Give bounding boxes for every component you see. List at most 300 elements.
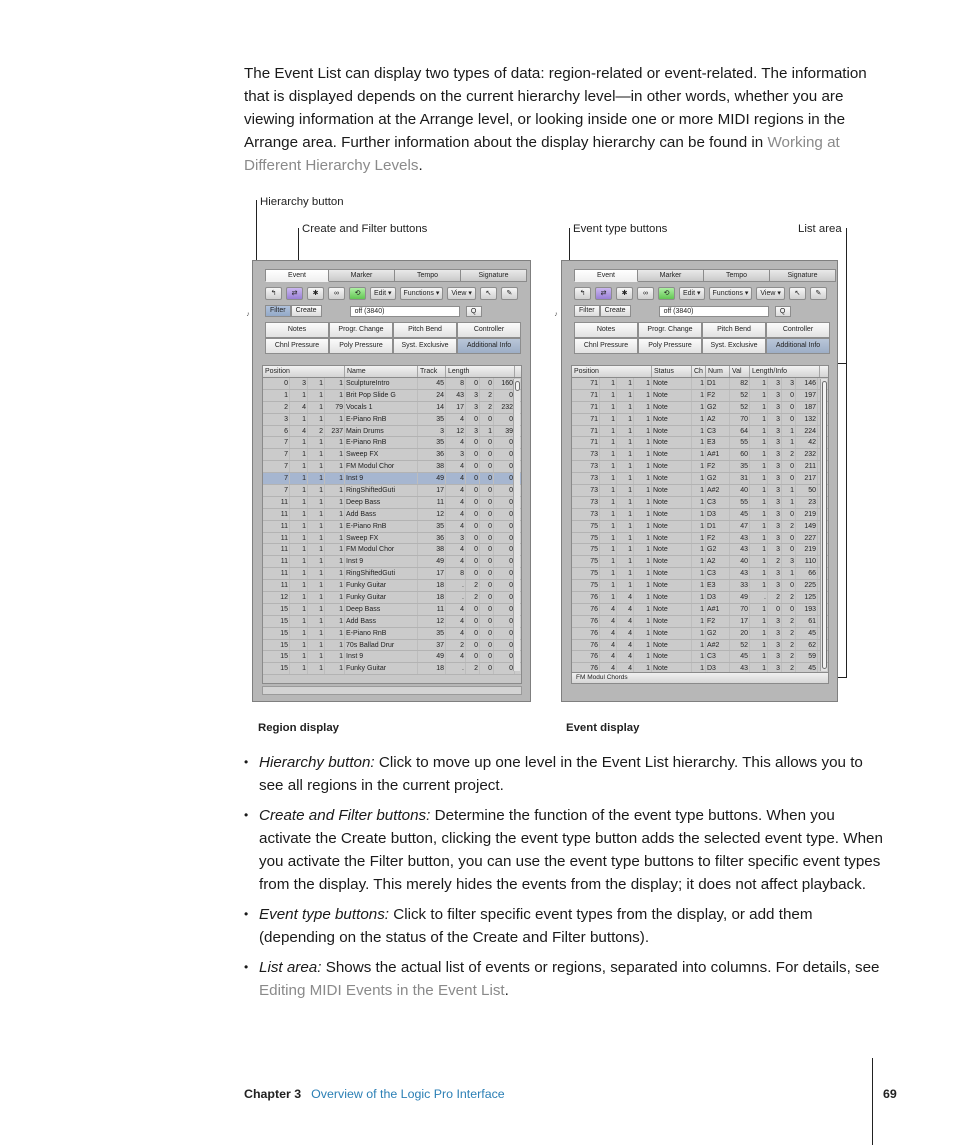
event-cell: 43	[730, 663, 750, 674]
region-cell: 0	[466, 544, 480, 555]
bullet-dot: •	[244, 907, 249, 921]
region-cell: Inst 9	[345, 651, 418, 662]
region-row[interactable]	[263, 663, 521, 675]
region-cell: 1	[290, 533, 308, 544]
region-cell: 1	[308, 628, 325, 639]
col-position[interactable]: Position	[263, 366, 345, 377]
region-row[interactable]	[263, 414, 521, 426]
event-list-header	[572, 366, 828, 378]
event-cell: 2	[768, 592, 782, 603]
bullet-event-type	[244, 903, 884, 949]
event-row[interactable]	[572, 509, 828, 521]
event-cell: 1	[600, 533, 617, 544]
region-cell: 15	[263, 651, 290, 662]
region-rows	[263, 378, 521, 675]
region-cell: 1	[325, 473, 345, 484]
footer-divider	[872, 1058, 873, 1145]
event-cell: 52	[730, 402, 750, 413]
region-filter-row	[265, 305, 482, 317]
bullet-create-filter	[244, 804, 884, 896]
catch-button[interactable]	[658, 287, 675, 300]
region-row[interactable]	[263, 580, 521, 592]
event-cell: 3	[768, 580, 782, 591]
event-row[interactable]	[572, 461, 828, 473]
region-cell: 0	[494, 604, 515, 615]
hierarchy-levels-link[interactable]: Working at Different Hierarchy Levels	[244, 134, 840, 174]
event-list-area[interactable]	[571, 365, 829, 684]
hierarchy-up-icon: ↰	[270, 289, 277, 297]
region-row[interactable]	[263, 544, 521, 556]
event-cell: 76	[572, 628, 600, 639]
region-cell: 4	[446, 556, 466, 567]
functions-menu[interactable]: Functions ▾	[400, 287, 444, 300]
region-cell: 0	[466, 616, 480, 627]
event-cell: 1	[692, 449, 706, 460]
channel-pressure-button[interactable]: Chnl Pressure	[574, 338, 638, 354]
region-row[interactable]	[263, 533, 521, 545]
event-cell: 1	[617, 521, 634, 532]
region-cell: 37	[418, 640, 446, 651]
catch-button[interactable]	[349, 287, 366, 300]
tab-event[interactable]: Event	[574, 269, 638, 282]
event-row[interactable]	[572, 449, 828, 461]
region-row[interactable]	[263, 640, 521, 652]
view-menu-label: View	[451, 289, 467, 297]
event-cell: Note	[652, 628, 692, 639]
region-row[interactable]	[263, 390, 521, 402]
region-cell: 0	[494, 544, 515, 555]
region-cell: 1	[290, 473, 308, 484]
tab-signature[interactable]: Signature	[770, 269, 836, 282]
event-cell: 1	[692, 592, 706, 603]
tab-marker[interactable]: Marker	[638, 269, 704, 282]
col-name[interactable]: Name	[345, 366, 418, 377]
poly-pressure-button[interactable]: Poly Pressure	[638, 338, 702, 354]
event-row[interactable]	[572, 497, 828, 509]
sysex-button[interactable]: Syst. Exclusive	[702, 338, 766, 354]
region-cell: 1	[263, 390, 290, 401]
event-cell: 1	[634, 509, 652, 520]
chapter-label: Chapter 3	[244, 1087, 302, 1101]
col-num[interactable]: Num	[706, 366, 730, 377]
view-menu[interactable]: View ▾	[447, 287, 476, 300]
event-row[interactable]	[572, 556, 828, 568]
region-cell: 1	[325, 461, 345, 472]
functions-menu-label: Functions	[403, 289, 434, 297]
event-cell: 2	[782, 628, 796, 639]
region-row[interactable]	[263, 509, 521, 521]
event-cell: 76	[572, 604, 600, 615]
region-cell: 4	[446, 497, 466, 508]
region-cell: SculptureIntro	[345, 378, 418, 389]
callout-event-type-buttons: Event type buttons	[573, 223, 668, 235]
midi-out-icon: ⇄	[600, 289, 607, 297]
region-cell: 0	[494, 449, 515, 460]
region-cell: 3	[446, 449, 466, 460]
region-row[interactable]	[263, 568, 521, 580]
event-cell: 31	[730, 473, 750, 484]
filter-button[interactable]: Filter	[574, 305, 600, 317]
event-cell: A2	[706, 556, 730, 567]
event-cell: 0	[768, 604, 782, 615]
event-cell: 1	[617, 437, 634, 448]
region-cell: 1	[308, 651, 325, 662]
region-cell: 45	[418, 378, 446, 389]
event-cell: Note	[652, 640, 692, 651]
event-cell: 66	[796, 568, 818, 579]
event-cell: 1	[634, 640, 652, 651]
region-cell: 0	[494, 390, 515, 401]
event-cell: 1	[600, 402, 617, 413]
col-val[interactable]: Val	[730, 366, 750, 377]
region-cell: 7	[263, 461, 290, 472]
region-cell: 0	[494, 568, 515, 579]
region-row[interactable]	[263, 604, 521, 616]
region-cell: 0	[480, 616, 494, 627]
event-row[interactable]	[572, 592, 828, 604]
event-row[interactable]	[572, 651, 828, 663]
event-cell: F2	[706, 461, 730, 472]
callout-tick-list-bottom	[838, 677, 847, 678]
sysex-button[interactable]: Syst. Exclusive	[393, 338, 457, 354]
notes-button[interactable]: Notes	[574, 322, 638, 338]
view-menu[interactable]: View ▾	[756, 287, 785, 300]
event-cell: 4	[600, 663, 617, 674]
region-cell: 1	[308, 449, 325, 460]
program-change-button[interactable]: Progr. Change	[638, 322, 702, 338]
bullet-text: Shows the actual list of events or regions, separated into columns. For details, see	[321, 959, 880, 976]
event-row[interactable]	[572, 485, 828, 497]
event-cell: 1	[617, 556, 634, 567]
region-cell: 160	[494, 378, 515, 389]
region-cell: 0	[480, 544, 494, 555]
link-button[interactable]	[637, 287, 654, 300]
pitch-bend-button[interactable]: Pitch Bend	[702, 322, 766, 338]
region-cell: 1	[308, 580, 325, 591]
region-cell: 2	[480, 402, 494, 413]
event-cell: 1	[617, 533, 634, 544]
region-row[interactable]	[263, 497, 521, 509]
event-row[interactable]	[572, 521, 828, 533]
hierarchy-button[interactable]	[265, 287, 282, 300]
region-row[interactable]	[263, 485, 521, 497]
region-cell: 1	[290, 390, 308, 401]
event-row[interactable]	[572, 533, 828, 545]
event-row[interactable]	[572, 390, 828, 402]
region-cell: 2	[466, 592, 480, 603]
event-cell: 1	[600, 485, 617, 496]
pointer-tool[interactable]	[480, 287, 497, 300]
event-scroll-thumb[interactable]	[822, 381, 827, 669]
bullet-dot: •	[244, 755, 249, 769]
event-cell: 1	[750, 533, 768, 544]
event-cell: A2	[706, 414, 730, 425]
event-cell: 3	[782, 556, 796, 567]
quantize-dropdown[interactable]: off (3840)	[659, 306, 769, 317]
event-display-window	[561, 260, 838, 702]
region-row[interactable]	[263, 437, 521, 449]
solo-button[interactable]	[307, 287, 324, 300]
tab-event[interactable]: Event	[265, 269, 329, 282]
event-cell: Note	[652, 592, 692, 603]
event-cell: G2	[706, 628, 730, 639]
event-cell: Note	[652, 402, 692, 413]
event-cell: F2	[706, 390, 730, 401]
region-cell: 4	[446, 437, 466, 448]
chapter-title-link[interactable]: Overview of the Logic Pro Interface	[311, 1087, 505, 1101]
region-cell: 1	[325, 568, 345, 579]
event-row[interactable]	[572, 640, 828, 652]
region-cell: 11	[418, 497, 446, 508]
event-row[interactable]	[572, 604, 828, 616]
region-row[interactable]	[263, 628, 521, 640]
midi-out-button[interactable]	[286, 287, 303, 300]
region-cell: 11	[263, 580, 290, 591]
region-cell: 1	[325, 604, 345, 615]
event-cell: 1	[600, 521, 617, 532]
region-cell: Deep Bass	[345, 604, 418, 615]
create-button[interactable]: Create	[291, 305, 322, 317]
region-row[interactable]	[263, 651, 521, 663]
event-cell: 55	[730, 497, 750, 508]
region-cell: 35	[418, 521, 446, 532]
region-cell: 1	[308, 473, 325, 484]
event-cell: 1	[750, 473, 768, 484]
event-cell: 1	[750, 521, 768, 532]
pencil-tool[interactable]	[810, 287, 827, 300]
event-cell: 3	[768, 390, 782, 401]
channel-pressure-button[interactable]: Chnl Pressure	[265, 338, 329, 354]
region-cell: 43	[446, 390, 466, 401]
event-cell: 1	[692, 568, 706, 579]
link-button[interactable]	[328, 287, 345, 300]
region-cell: 1	[290, 461, 308, 472]
event-cell: 3	[768, 426, 782, 437]
program-change-button[interactable]: Progr. Change	[329, 322, 393, 338]
col-position[interactable]: Position	[572, 366, 652, 377]
create-filter-segment	[574, 305, 631, 317]
region-row[interactable]	[263, 378, 521, 390]
event-scrollbar[interactable]	[820, 379, 827, 671]
region-bottom-bar	[262, 686, 522, 695]
notes-button[interactable]: Notes	[265, 322, 329, 338]
q-button[interactable]: Q	[466, 306, 482, 317]
functions-menu-label: Functions	[712, 289, 743, 297]
event-cell: 71	[572, 437, 600, 448]
event-cell: 187	[796, 402, 818, 413]
region-cell: 1	[325, 497, 345, 508]
region-cell: 49	[418, 473, 446, 484]
tab-tempo[interactable]: Tempo	[704, 269, 770, 282]
edit-menu[interactable]: Edit ▾	[370, 287, 396, 300]
region-cell: 1	[290, 509, 308, 520]
region-cell: 1	[308, 509, 325, 520]
solo-button[interactable]	[616, 287, 633, 300]
link-icon: ∞	[643, 289, 648, 297]
region-cell: 1	[308, 402, 325, 413]
event-row[interactable]	[572, 378, 828, 390]
region-cell: 0	[480, 449, 494, 460]
filter-button[interactable]: Filter	[265, 305, 291, 317]
region-cell: 0	[466, 414, 480, 425]
event-cell: 50	[796, 485, 818, 496]
event-row[interactable]	[572, 616, 828, 628]
region-cell: 0	[480, 556, 494, 567]
region-scrollbar[interactable]	[513, 379, 520, 671]
event-cell: 1	[692, 556, 706, 567]
pitch-bend-button[interactable]: Pitch Bend	[393, 322, 457, 338]
region-cell: 0	[494, 628, 515, 639]
region-cell: FM Modul Chor	[345, 544, 418, 555]
region-cell: 0	[480, 485, 494, 496]
event-cell: 1	[692, 640, 706, 651]
additional-info-button[interactable]: Additional Info	[457, 338, 521, 354]
poly-pressure-button[interactable]: Poly Pressure	[329, 338, 393, 354]
event-row[interactable]	[572, 437, 828, 449]
event-cell: Note	[652, 485, 692, 496]
region-row[interactable]	[263, 473, 521, 485]
q-button[interactable]: Q	[775, 306, 791, 317]
region-cell: 4	[290, 426, 308, 437]
event-cell: 2	[782, 651, 796, 662]
region-cell: 18	[418, 580, 446, 591]
tab-signature[interactable]: Signature	[461, 269, 527, 282]
col-length[interactable]: Length	[446, 366, 515, 377]
edit-menu-label: Edit	[374, 289, 387, 297]
region-cell: 1	[290, 640, 308, 651]
event-cell: 1	[750, 663, 768, 674]
event-cell: 1	[750, 651, 768, 662]
event-row[interactable]	[572, 426, 828, 438]
event-cell: 75	[572, 568, 600, 579]
event-cell: D1	[706, 378, 730, 389]
quantize-dropdown[interactable]: off (3840)	[350, 306, 460, 317]
functions-menu[interactable]: Functions ▾	[709, 287, 753, 300]
event-cell: 73	[572, 473, 600, 484]
region-cell: 0	[480, 604, 494, 615]
region-cell: 1	[290, 568, 308, 579]
region-row[interactable]	[263, 426, 521, 438]
event-cell: 0	[782, 473, 796, 484]
region-cell: 0	[466, 485, 480, 496]
event-cell: 1	[600, 556, 617, 567]
region-cell: 0	[480, 414, 494, 425]
event-cell: 1	[782, 568, 796, 579]
region-cell: 1	[325, 556, 345, 567]
region-cell: 1	[325, 580, 345, 591]
event-event-type-buttons	[574, 322, 830, 354]
region-list-area[interactable]	[262, 365, 522, 684]
midi-out-button[interactable]	[595, 287, 612, 300]
additional-info-button[interactable]: Additional Info	[766, 338, 830, 354]
event-cell: Note	[652, 497, 692, 508]
col-status[interactable]: Status	[652, 366, 692, 377]
event-row[interactable]	[572, 544, 828, 556]
event-cell: 1	[750, 414, 768, 425]
hierarchy-button[interactable]	[574, 287, 591, 300]
event-cell: 4	[617, 604, 634, 615]
tab-marker[interactable]: Marker	[329, 269, 395, 282]
region-cell: Inst 9	[345, 556, 418, 567]
event-cell: 197	[796, 390, 818, 401]
region-cell: 0	[480, 580, 494, 591]
region-cell: 0	[480, 461, 494, 472]
event-cell: 227	[796, 533, 818, 544]
event-cell: 1	[750, 616, 768, 627]
event-cell: Note	[652, 473, 692, 484]
region-row[interactable]	[263, 556, 521, 568]
region-row[interactable]	[263, 461, 521, 473]
editing-midi-events-link[interactable]: Editing MIDI Events in the Event List	[259, 982, 505, 999]
event-cell: 1	[617, 414, 634, 425]
region-row[interactable]	[263, 402, 521, 414]
event-cell: 71	[572, 378, 600, 389]
controller-button[interactable]: Controller	[766, 322, 830, 338]
region-cell: 11	[418, 604, 446, 615]
event-cell: 0	[782, 580, 796, 591]
controller-button[interactable]: Controller	[457, 322, 521, 338]
event-cell: 1	[750, 568, 768, 579]
edit-menu[interactable]: Edit ▾	[679, 287, 705, 300]
pencil-tool[interactable]	[501, 287, 518, 300]
col-track[interactable]: Track	[418, 366, 446, 377]
event-row[interactable]	[572, 568, 828, 580]
region-display-window	[252, 260, 531, 702]
region-cell: 0	[480, 628, 494, 639]
region-row[interactable]	[263, 521, 521, 533]
event-cell: 3	[768, 378, 782, 389]
event-cell: C3	[706, 568, 730, 579]
event-cell: 1	[600, 426, 617, 437]
region-row[interactable]	[263, 616, 521, 628]
region-scroll-thumb[interactable]	[515, 381, 520, 391]
event-cell: 3	[768, 640, 782, 651]
catch-icon: ⟲	[663, 289, 670, 297]
region-cell: 4	[446, 485, 466, 496]
event-cell: 1	[634, 521, 652, 532]
event-cell: 3	[768, 651, 782, 662]
create-button[interactable]: Create	[600, 305, 631, 317]
event-cell: 45	[730, 509, 750, 520]
event-row[interactable]	[572, 402, 828, 414]
event-cell: 1	[692, 509, 706, 520]
event-row[interactable]	[572, 414, 828, 426]
col-channel[interactable]: Ch	[692, 366, 706, 377]
event-cell: 4	[600, 640, 617, 651]
event-row[interactable]	[572, 628, 828, 640]
event-list-footer: FM Modul Chords	[572, 672, 828, 683]
event-cell: 146	[796, 378, 818, 389]
tab-tempo[interactable]: Tempo	[395, 269, 461, 282]
region-tabs	[265, 269, 527, 282]
event-cell: 2	[782, 640, 796, 651]
col-length-info[interactable]: Length/Info	[750, 366, 820, 377]
region-cell: Deep Bass	[345, 497, 418, 508]
event-row[interactable]	[572, 580, 828, 592]
event-cell: 45	[796, 663, 818, 674]
pointer-tool[interactable]	[789, 287, 806, 300]
event-cell: 0	[782, 390, 796, 401]
event-cell: 1	[634, 461, 652, 472]
event-cell: 3	[782, 378, 796, 389]
region-row[interactable]	[263, 449, 521, 461]
region-row[interactable]	[263, 592, 521, 604]
event-cell: .	[750, 592, 768, 603]
event-row[interactable]	[572, 473, 828, 485]
region-cell: 1	[325, 628, 345, 639]
region-cell: 1	[325, 592, 345, 603]
event-cell: 1	[692, 628, 706, 639]
